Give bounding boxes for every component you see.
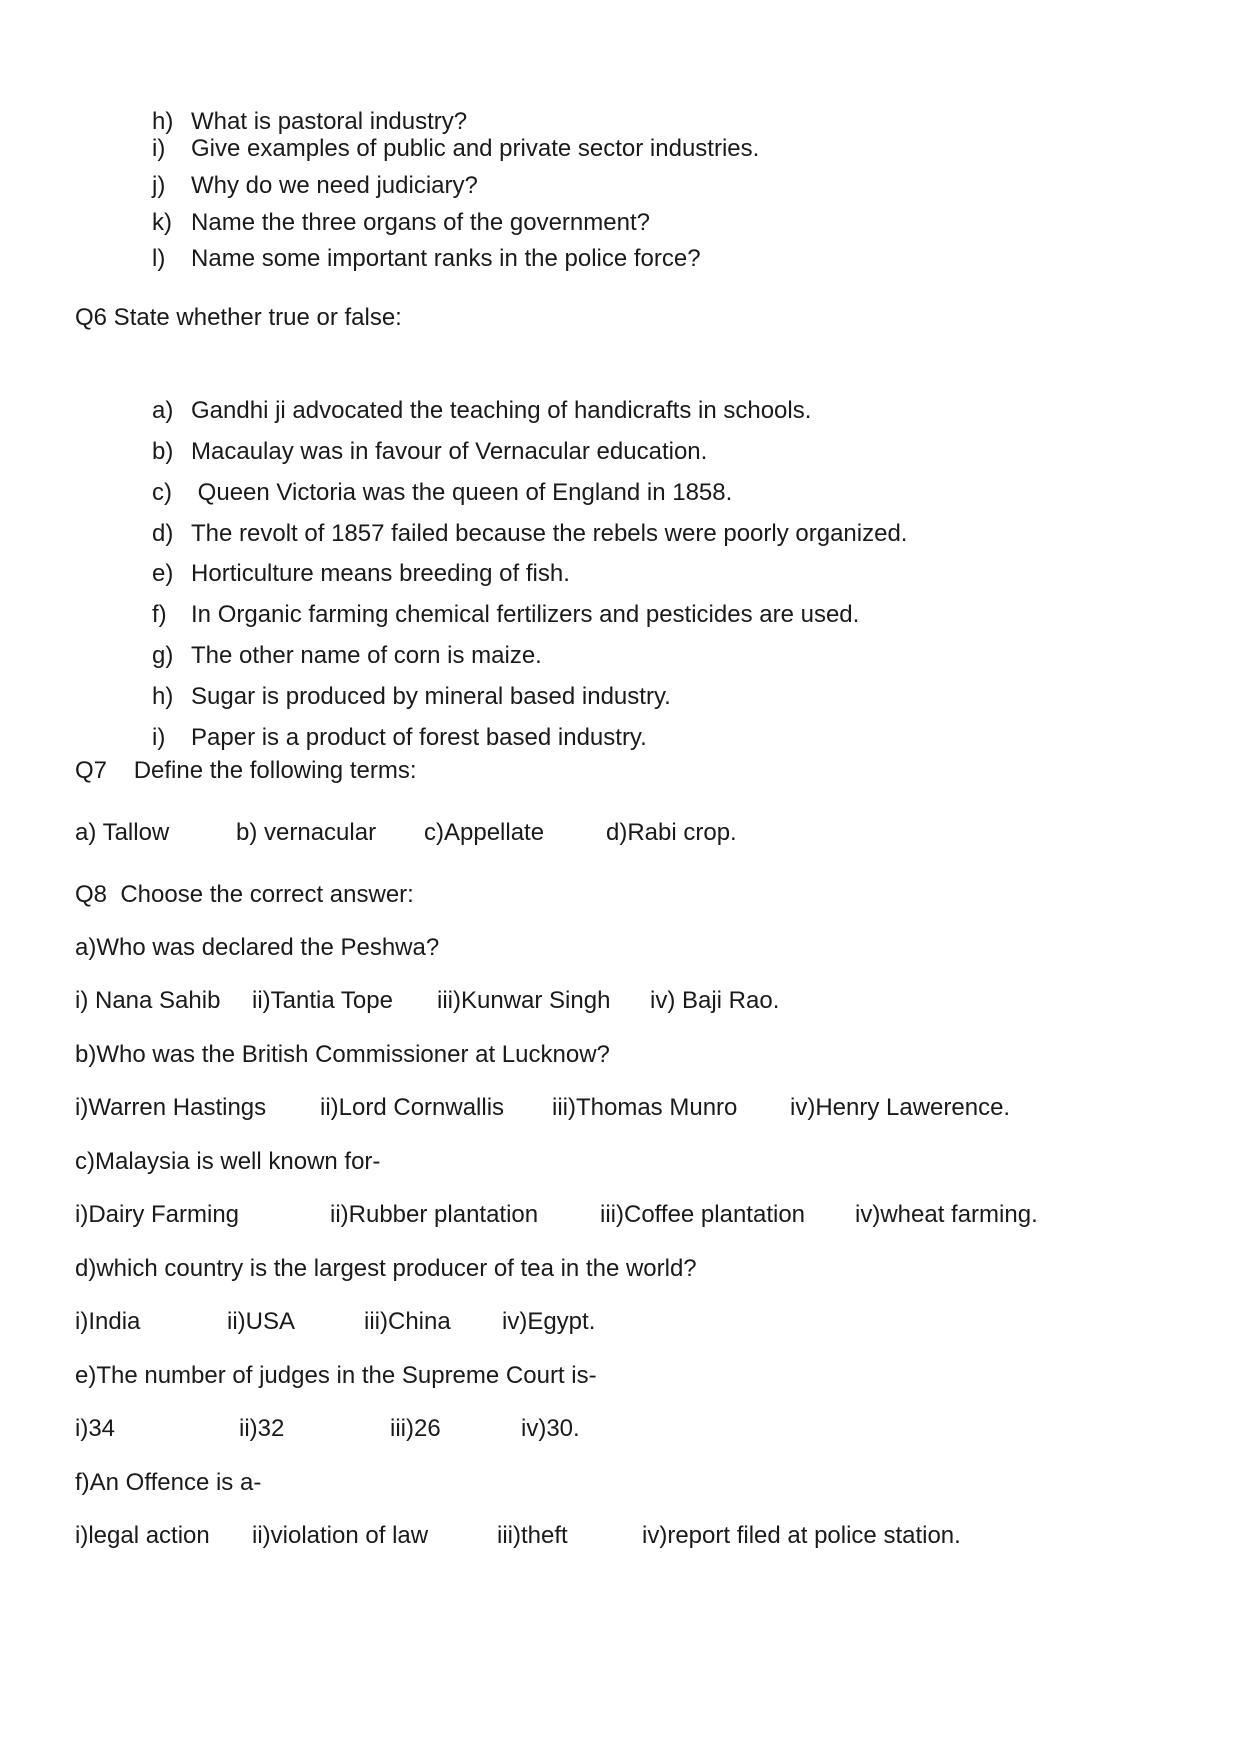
answer-option: iii)Kunwar Singh [437, 987, 611, 1014]
q8-heading: Q8 Choose the correct answer: [75, 881, 414, 908]
term: a) Tallow [75, 819, 170, 846]
answer-option: i)legal action [75, 1522, 210, 1549]
item-text: Macaulay was in favour of Vernacular education. [191, 438, 708, 465]
answer-option: ii)Lord Cornwallis [320, 1094, 505, 1121]
q8-question: c)Malaysia is well known for- [75, 1148, 381, 1175]
term: c)Appellate [424, 819, 545, 846]
answer-option: ii)32 [239, 1415, 285, 1442]
item-label: l) [152, 245, 166, 272]
q8-question: d)which country is the largest producer of tea in the world? [75, 1255, 697, 1282]
item-text: Gandhi ji advocated the teaching of handicrafts in schools. [191, 397, 812, 424]
list-item [112, 214, 701, 304]
item-text: Give examples of public and private sector industries. [191, 135, 760, 162]
item-text: In Organic farming chemical fertilizers and pesticides are used. [191, 601, 860, 628]
answer-option: i) Nana Sahib [75, 987, 221, 1014]
item-text: The other name of corn is maize. [191, 642, 542, 669]
q6-heading: Q6 State whether true or false: [75, 304, 402, 331]
item-label: e) [152, 560, 174, 587]
answer-option: iv)report filed at police station. [642, 1522, 961, 1549]
term: b) vernacular [236, 819, 377, 846]
answer-option: iv) Baji Rao. [650, 987, 780, 1014]
answer-option: iv)Egypt. [502, 1308, 596, 1335]
answer-option: iv)wheat farming. [855, 1201, 1038, 1228]
item-label: k) [152, 209, 173, 236]
answer-option: i)Warren Hastings [75, 1094, 267, 1121]
q8-question: a)Who was declared the Peshwa? [75, 934, 440, 961]
answer-option: i)India [75, 1308, 141, 1335]
item-label: b) [152, 438, 174, 465]
q8-question: b)Who was the British Commissioner at Lucknow? [75, 1041, 610, 1068]
item-text: Sugar is produced by mineral based industry. [191, 683, 671, 710]
item-label: a) [152, 397, 174, 424]
item-label: j) [152, 172, 166, 199]
q7-heading: Q7 Define the following terms: [75, 757, 417, 784]
answer-option: iii)Thomas Munro [552, 1094, 738, 1121]
item-label: i) [152, 135, 166, 162]
answer-option: iii)theft [497, 1522, 568, 1549]
item-label: d) [152, 520, 174, 547]
answer-option: iv)Henry Lawerence. [790, 1094, 1011, 1121]
q8-question: e)The number of judges in the Supreme Court is- [75, 1362, 597, 1389]
item-text: Name some important ranks in the police force? [191, 245, 701, 272]
item-label: i) [152, 724, 166, 751]
item-label: c) [152, 479, 173, 506]
term: d)Rabi crop. [606, 819, 737, 846]
answer-option: ii)USA [227, 1308, 296, 1335]
item-text: Horticulture means breeding of fish. [191, 560, 570, 587]
answer-option: iii)China [364, 1308, 451, 1335]
answer-option: iii)26 [390, 1415, 441, 1442]
item-label: h) [152, 108, 174, 135]
item-text: Paper is a product of forest based industry. [191, 724, 647, 751]
answer-option: ii)violation of law [252, 1522, 429, 1549]
item-text: Why do we need judiciary? [191, 172, 478, 199]
answer-option: iii)Coffee plantation [600, 1201, 806, 1228]
answer-option: i)Dairy Farming [75, 1201, 240, 1228]
answer-option: i)34 [75, 1415, 116, 1442]
q8-question: f)An Offence is a- [75, 1469, 262, 1496]
answer-option: iv)30. [521, 1415, 580, 1442]
item-text: What is pastoral industry? [191, 108, 468, 135]
item-text: Name the three organs of the government? [191, 209, 650, 236]
answer-option: ii)Rubber plantation [330, 1201, 539, 1228]
item-label: h) [152, 683, 174, 710]
item-label: g) [152, 642, 174, 669]
item-label: f) [152, 601, 167, 628]
item-text: Queen Victoria was the queen of England in 1858. [191, 479, 733, 506]
item-text: The revolt of 1857 failed because the rebels were poorly organized. [191, 520, 908, 547]
answer-option: ii)Tantia Tope [252, 987, 393, 1014]
